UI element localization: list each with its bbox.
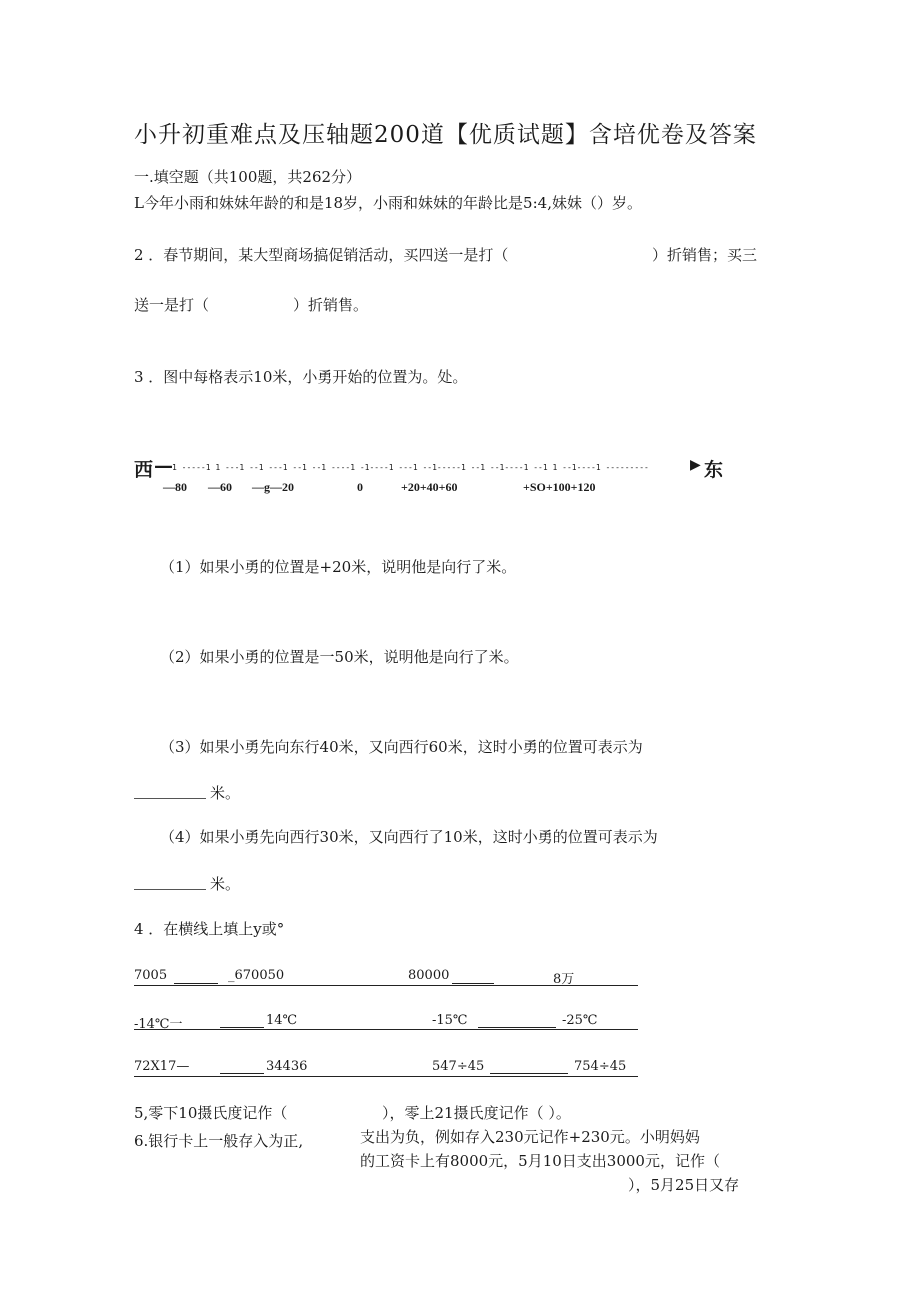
page-title: 小升初重难点及压轴题200道【优质试题】含培优卷及答案 (134, 122, 757, 148)
compare-item: -14℃一 (134, 1017, 183, 1032)
number-line-label: 0 (357, 480, 363, 494)
answer-blank[interactable] (490, 1073, 568, 1074)
compare-item: 72X17— (134, 1059, 190, 1074)
number-line-label: +20+40+60 (401, 480, 458, 494)
question-3-sub2: （2）如果小勇的位置是一50米，说明他是向行了米。 (160, 648, 519, 666)
section-heading: 一.填空题（共100题，共262分） (134, 168, 362, 186)
question-6-line1: 支出为负，例如存入230元记作+230元。小明妈妈 (360, 1128, 700, 1146)
answer-blank[interactable] (134, 798, 206, 799)
compare-item: _670050 (228, 968, 285, 983)
question-2-line1b: ）折销售；买三 (652, 246, 758, 264)
compare-item: 547÷45 (432, 1059, 485, 1074)
question-3-stem: 3 ．图中每格表示10米，小勇开始的位置为。处。 (134, 368, 468, 386)
question-5-b: ），零上21摄氏度记作（ ）。 (382, 1104, 571, 1122)
compare-item: 80000 (408, 968, 450, 983)
number-line-ticks: 1 -----1 1 ---1 --1 ---1 --1 --1 ----1 -1----1 ---1 --1-----1 --1 --1----1 --1 1 --1----1 --------- (172, 463, 649, 472)
question-4-stem: 4 ．在横线上填上y或° (134, 920, 285, 938)
compare-item: 34436 (266, 1059, 308, 1074)
number-line-label: —g—20 (252, 480, 294, 494)
number-line-label: —80 (163, 480, 187, 494)
answer-blank[interactable] (220, 1073, 264, 1074)
row-underline (134, 1029, 638, 1030)
answer-blank[interactable] (452, 983, 494, 984)
number-line-east: 东 (704, 459, 724, 481)
question-5-a: 5,零下10摄氏度记作（ (134, 1104, 288, 1122)
question-3-sub4: （4）如果小勇先向西行30米，又向西行了10米，这时小勇的位置可表示为 (160, 828, 658, 846)
compare-item: -25℃ (562, 1013, 598, 1028)
number-line-dash: — (154, 455, 173, 477)
compare-item: -15℃ (432, 1013, 468, 1028)
answer-blank[interactable] (174, 983, 218, 984)
compare-item: 7005 (134, 968, 168, 983)
question-6-line3: ），5月25日又存 (628, 1176, 740, 1194)
number-line-arrow-icon: ▶ (690, 457, 701, 473)
question-6-line2: 的工资卡上有8000元，5月10日支出3000元，记作（ (360, 1152, 720, 1170)
answer-blank[interactable] (478, 1027, 556, 1028)
compare-item: 14℃ (266, 1013, 298, 1028)
compare-item: 754÷45 (574, 1059, 627, 1074)
compare-item: 8万 (553, 972, 575, 987)
question-3-sub1: （1）如果小勇的位置是+20米，说明他是向行了米。 (160, 558, 517, 576)
question-1: L今年小雨和妹妹年龄的和是18岁，小雨和妹妹的年龄比是5:4,妹妹（）岁。 (134, 194, 642, 212)
number-line-label: —60 (208, 480, 232, 494)
question-3-sub4-tail: 米。 (210, 875, 241, 893)
question-3-sub3: （3）如果小勇先向东行40米，又向西行60米，这时小勇的位置可表示为 (160, 738, 643, 756)
number-line-label: +SO+100+120 (523, 480, 596, 494)
question-3-sub3-tail: 米。 (210, 784, 241, 802)
question-2-line1a: 2 ．春节期间，某大型商场搞促销活动，买四送一是打（ (134, 246, 509, 264)
row-underline (134, 1076, 638, 1077)
number-line-west: 西 (134, 459, 154, 481)
question-2-line2b: ）折销售。 (293, 296, 369, 314)
question-6-left: 6.银行卡上一般存入为正, (134, 1132, 304, 1150)
answer-blank[interactable] (134, 889, 206, 890)
row-underline (134, 985, 638, 986)
answer-blank[interactable] (220, 1027, 264, 1028)
question-2-line2a: 送一是打（ (134, 296, 210, 314)
